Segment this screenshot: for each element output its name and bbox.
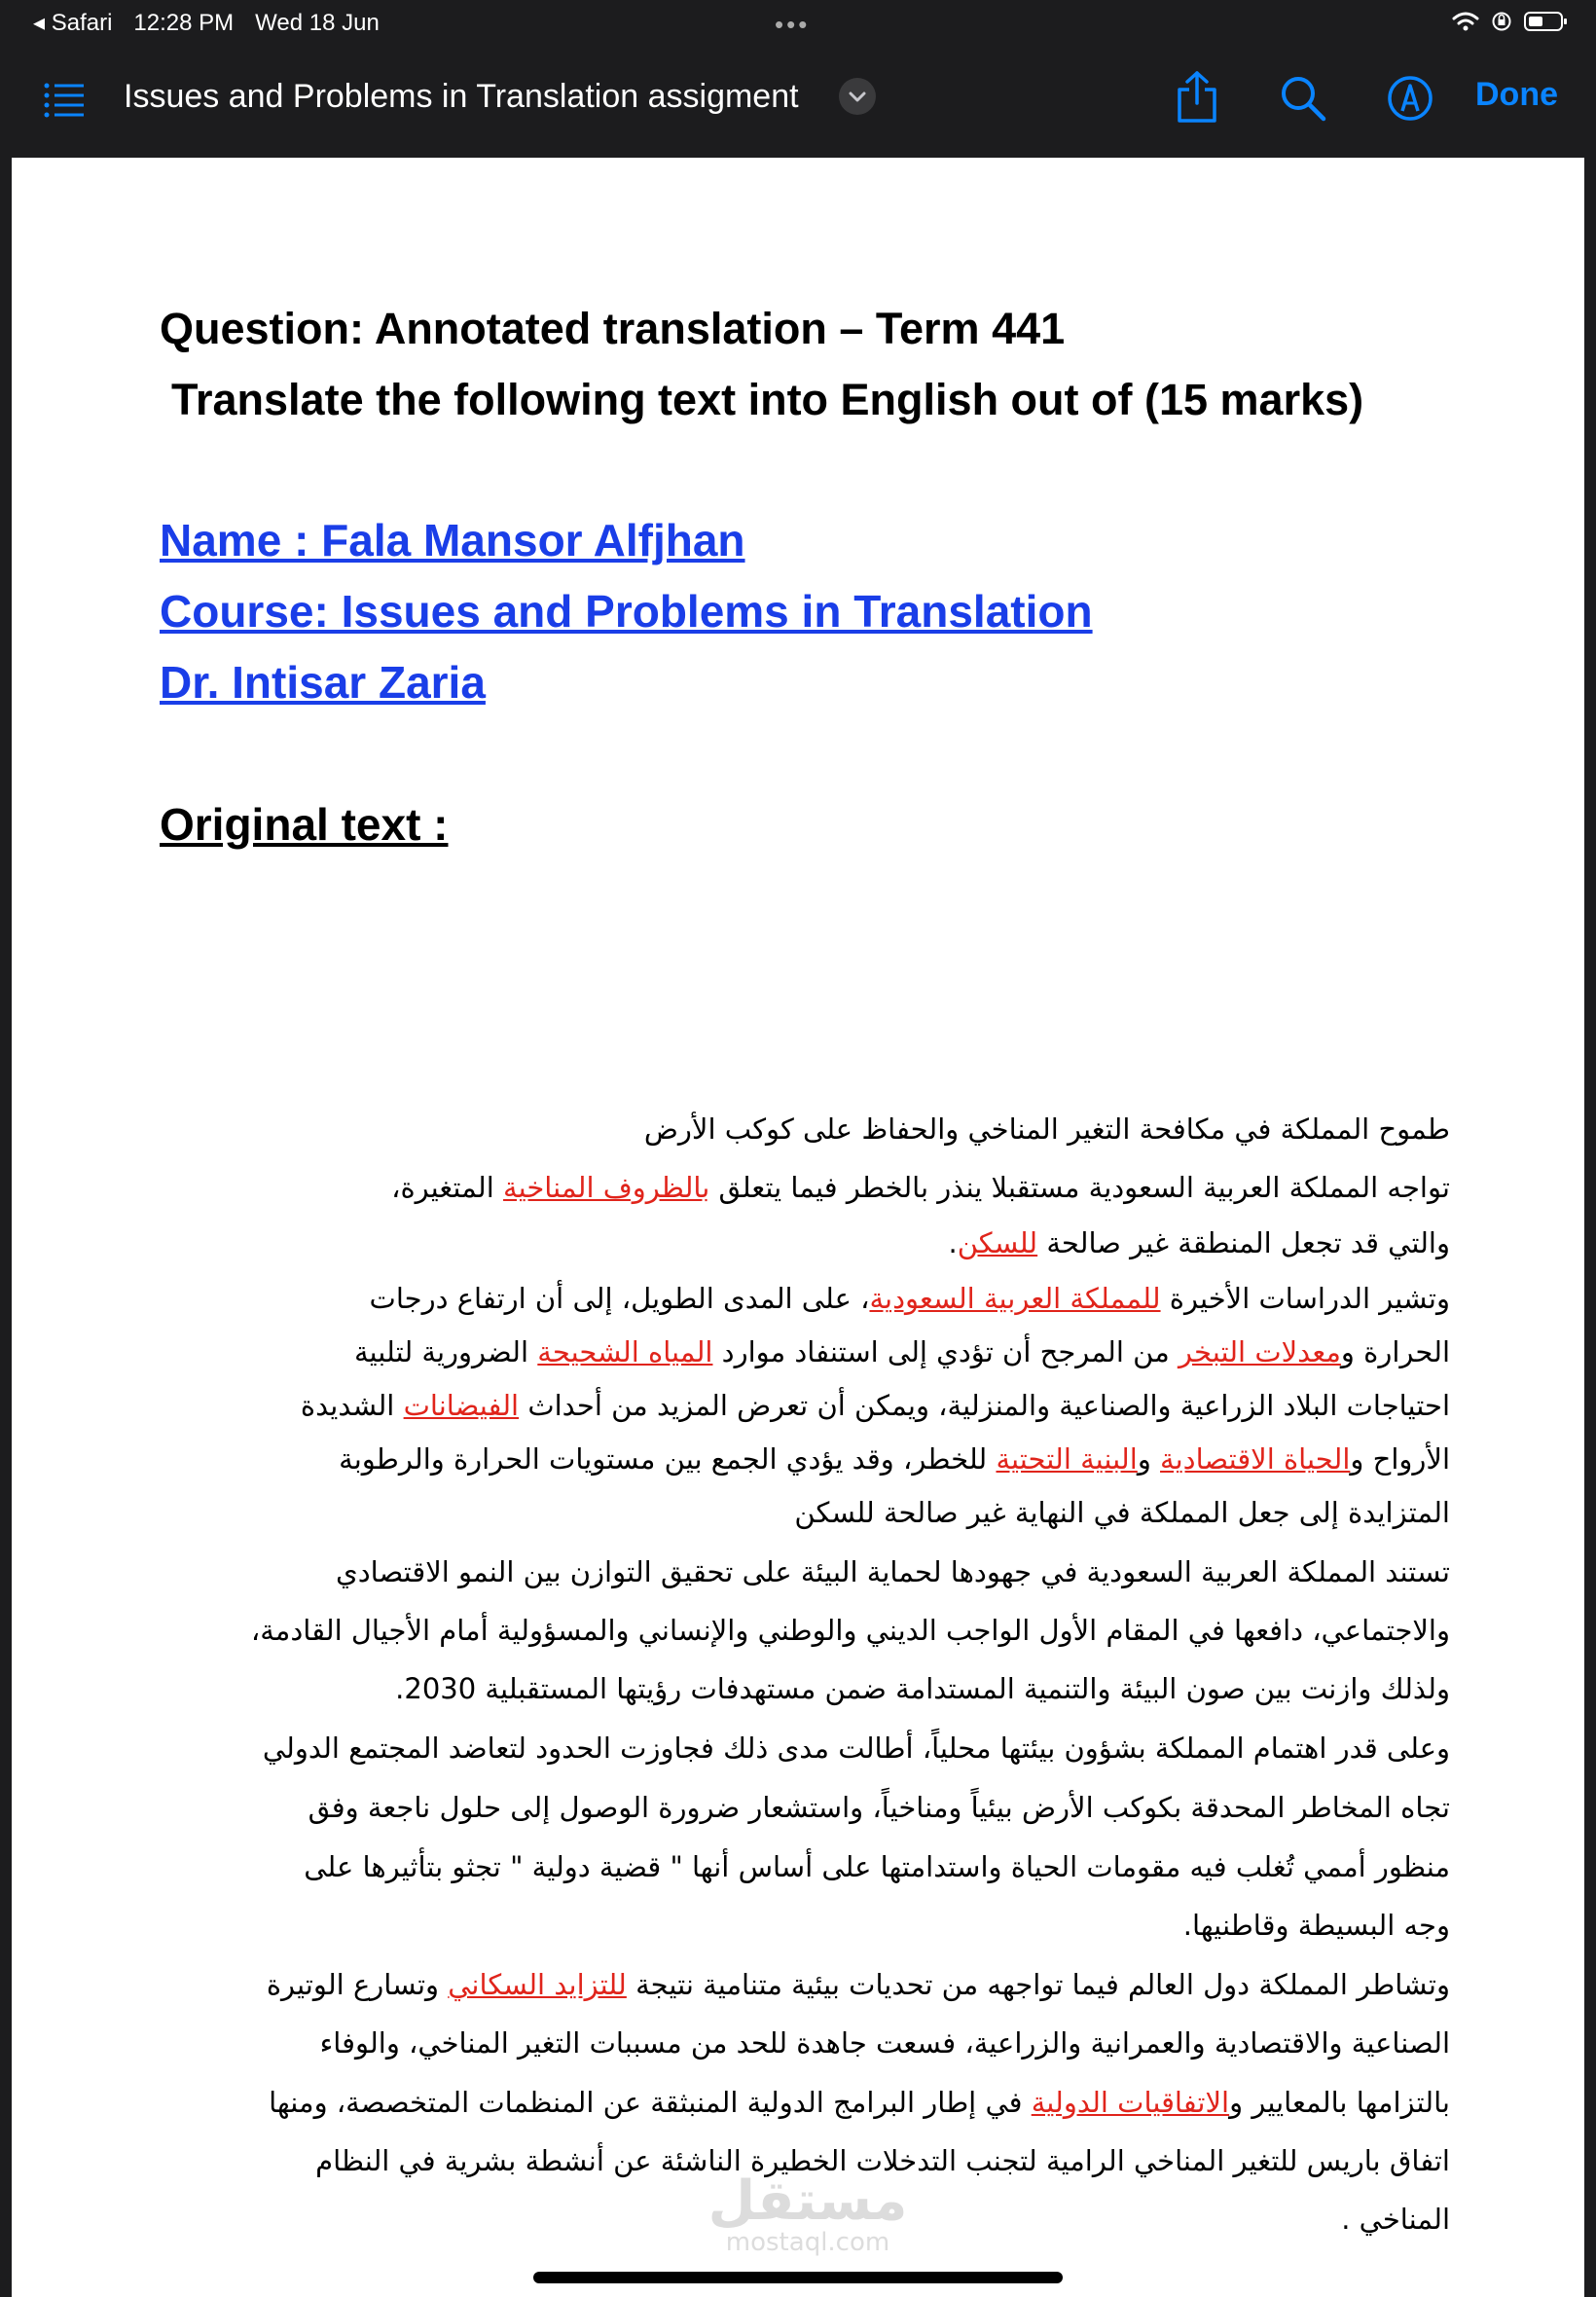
text-segment: من المرجح أن تؤدي إلى استنفاد موارد	[712, 1335, 1179, 1368]
highlighted-term: للتزايد السكاني	[448, 1968, 627, 2001]
text-segment: الصناعية والاقتصادية والعمرانية والزراعية، فسعت جاهدة للحد من مسببات التغير المناخي، والوفاء	[319, 2026, 1450, 2060]
toolbar	[0, 49, 1596, 158]
battery-icon	[1524, 12, 1563, 31]
text-segment: .	[948, 1226, 958, 1259]
text-segment: اتفاق باريس للتغير المناخي الرامية لتجنب التدخلات الخطيرة الناشئة عن أنشطة بشرية في النظام	[315, 2144, 1450, 2177]
highlighted-term: البنية التحتية	[996, 1442, 1138, 1476]
text-segment: الأرواح و	[1350, 1442, 1450, 1476]
arabic-line	[308, 1791, 1450, 1824]
arabic-line	[1183, 1909, 1450, 1942]
highlighted-term: الحياة الاقتصادية	[1160, 1442, 1351, 1476]
arabic-line	[304, 1850, 1450, 1883]
arabic-line	[251, 1614, 1450, 1647]
highlighted-term: بالظروف المناخية	[503, 1171, 710, 1204]
share-icon[interactable]	[1174, 70, 1220, 123]
arabic-line	[391, 1171, 1450, 1204]
arabic-line	[339, 1442, 1450, 1476]
text-segment: طموح المملكة في مكافحة التغير المناخي والحفاظ على كوكب الأرض	[643, 1112, 1450, 1146]
arabic-line	[263, 1732, 1450, 1765]
text-segment: و	[1137, 1442, 1161, 1476]
status-bar	[0, 0, 1596, 49]
highlighted-term: الفيضانات	[403, 1389, 520, 1422]
text-segment: الشديدة	[300, 1389, 404, 1422]
text-segment: المتغيرة،	[391, 1171, 504, 1204]
status-date: Wed 18 Jun	[255, 9, 380, 36]
text-segment: للخطر، وقد يؤدي الجمع بين مستويات الحرارة والرطوبة	[339, 1442, 997, 1476]
arabic-line	[370, 1282, 1450, 1315]
multitasking-dots-icon[interactable]: •••	[775, 10, 811, 39]
text-segment: تستند المملكة العربية السعودية في جهودها لحماية البيئة على تحقيق التوازن بين النمو الاقتصادي	[336, 1555, 1450, 1588]
back-app-label: Safari	[51, 10, 113, 36]
text-segment: منظور أممي تُغلب فيه مقومات الحياة واستدامتها على أساس أنها " قضية دولية " تجثو بتأثيرها على	[304, 1850, 1450, 1883]
text-segment: الحرارة و	[1340, 1335, 1450, 1368]
name-link[interactable]: Name : Fala Mansor Alfjhan	[160, 515, 745, 565]
watermark-arabic: مستقل	[707, 2169, 908, 2233]
arabic-line	[644, 1112, 1450, 1146]
document-title[interactable]: Issues and Problems in Translation assigment	[124, 78, 799, 115]
text-segment: تواجه المملكة العربية السعودية مستقبلا ينذر بالخطر فيما يتعلق	[709, 1171, 1450, 1204]
done-button[interactable]: Done	[1475, 76, 1558, 113]
highlighted-term: معدلات التبخر	[1178, 1335, 1341, 1368]
highlighted-term: للسكن	[957, 1226, 1038, 1259]
list-icon[interactable]	[41, 76, 88, 123]
arabic-line	[949, 1226, 1450, 1259]
text-segment: بالتزامها بالمعايير و	[1229, 2086, 1450, 2119]
home-indicator[interactable]	[533, 2272, 1063, 2283]
highlighted-term: المياه الشحيحة	[537, 1335, 713, 1368]
arabic-line	[794, 1496, 1450, 1529]
arabic-line	[1341, 2203, 1450, 2236]
text-segment: المتزايدة إلى جعل المملكة في النهاية غير صالحة للسكن	[794, 1496, 1450, 1529]
arabic-line	[336, 1555, 1450, 1588]
text-segment: وتشير الدراسات الأخيرة	[1160, 1282, 1450, 1315]
highlighted-term: للمملكة العربية السعودية	[869, 1282, 1161, 1315]
chevron-down-icon[interactable]	[839, 78, 876, 115]
original-text-heading: Original text :	[160, 799, 449, 850]
highlighted-term: الاتفاقيات الدولية	[1031, 2086, 1230, 2119]
text-segment: والاجتماعي، دافعها في المقام الأول الواجب الديني والوطني والإنساني والمسؤولية أمام الأجيال القادمة،	[250, 1614, 1450, 1647]
text-segment: وعلى قدر اهتمام المملكة بشؤون بيئتها محلياً، أطالت مدى ذلك فجاوزت الحدود لتعاضد المجتمع الدولي	[262, 1732, 1450, 1765]
text-segment: وجه البسيطة وقاطنيها.	[1182, 1909, 1450, 1942]
text-segment: المناخي .	[1341, 2203, 1450, 2236]
orientation-lock-icon	[1491, 11, 1512, 32]
arabic-line	[269, 2086, 1450, 2119]
arabic-line	[320, 2026, 1450, 2060]
status-time: 12:28 PM	[133, 9, 235, 36]
text-segment: وتسارع الوتيرة	[266, 1968, 449, 2001]
battery-fill	[1529, 17, 1542, 26]
arabic-line	[395, 1672, 1450, 1705]
arabic-line	[354, 1335, 1450, 1368]
text-segment: تجاه المخاطر المحدقة بكوكب الأرض بيئياً ومناخياً، واستشعار ضرورة الوصول إلى حلول ناجعة وفق	[308, 1791, 1450, 1824]
text-segment: الضرورية لتلبية	[353, 1335, 538, 1368]
text-segment: ولذلك وازنت بين صون البيئة والتنمية المستدامة ضمن مستهدفات رؤيتها المستقبلية 2030.	[395, 1672, 1450, 1705]
course-link[interactable]: Course: Issues and Problems in Translation	[160, 586, 1093, 637]
question-line-1: Question: Annotated translation – Term 441	[160, 304, 1066, 353]
text-segment: احتياجات البلاد الزراعية والصناعية والمنزلية، ويمكن أن تعرض المزيد من أحداث	[519, 1389, 1450, 1422]
search-icon[interactable]	[1279, 74, 1327, 123]
text-segment: في إطار البرامج الدولية المنبثقة عن المنظمات المتخصصة، ومنها	[269, 2086, 1032, 2119]
text-segment: وتشاطر المملكة دول العالم فيما تواجهه من تحديات بيئية متنامية نتيجة	[626, 1968, 1450, 2001]
doctor-link[interactable]: Dr. Intisar Zaria	[160, 657, 486, 708]
text-segment: والتي قد تجعل المنطقة غير صالحة	[1037, 1226, 1450, 1259]
watermark-english: mostaql.com	[725, 2228, 890, 2257]
question-line-2: Translate the following text into English out of (15 marks)	[171, 375, 1364, 424]
arabic-line	[301, 1389, 1450, 1422]
markup-icon[interactable]	[1386, 74, 1434, 123]
document-page[interactable]	[12, 158, 1584, 2297]
text-segment: ، على المدى الطويل، إلى أن ارتفاع درجات	[369, 1282, 870, 1315]
mostaql-watermark	[701, 2169, 915, 2257]
arabic-line	[267, 1968, 1450, 2001]
wifi-icon	[1452, 11, 1479, 32]
back-to-safari[interactable]: ◂ Safari	[33, 10, 113, 36]
